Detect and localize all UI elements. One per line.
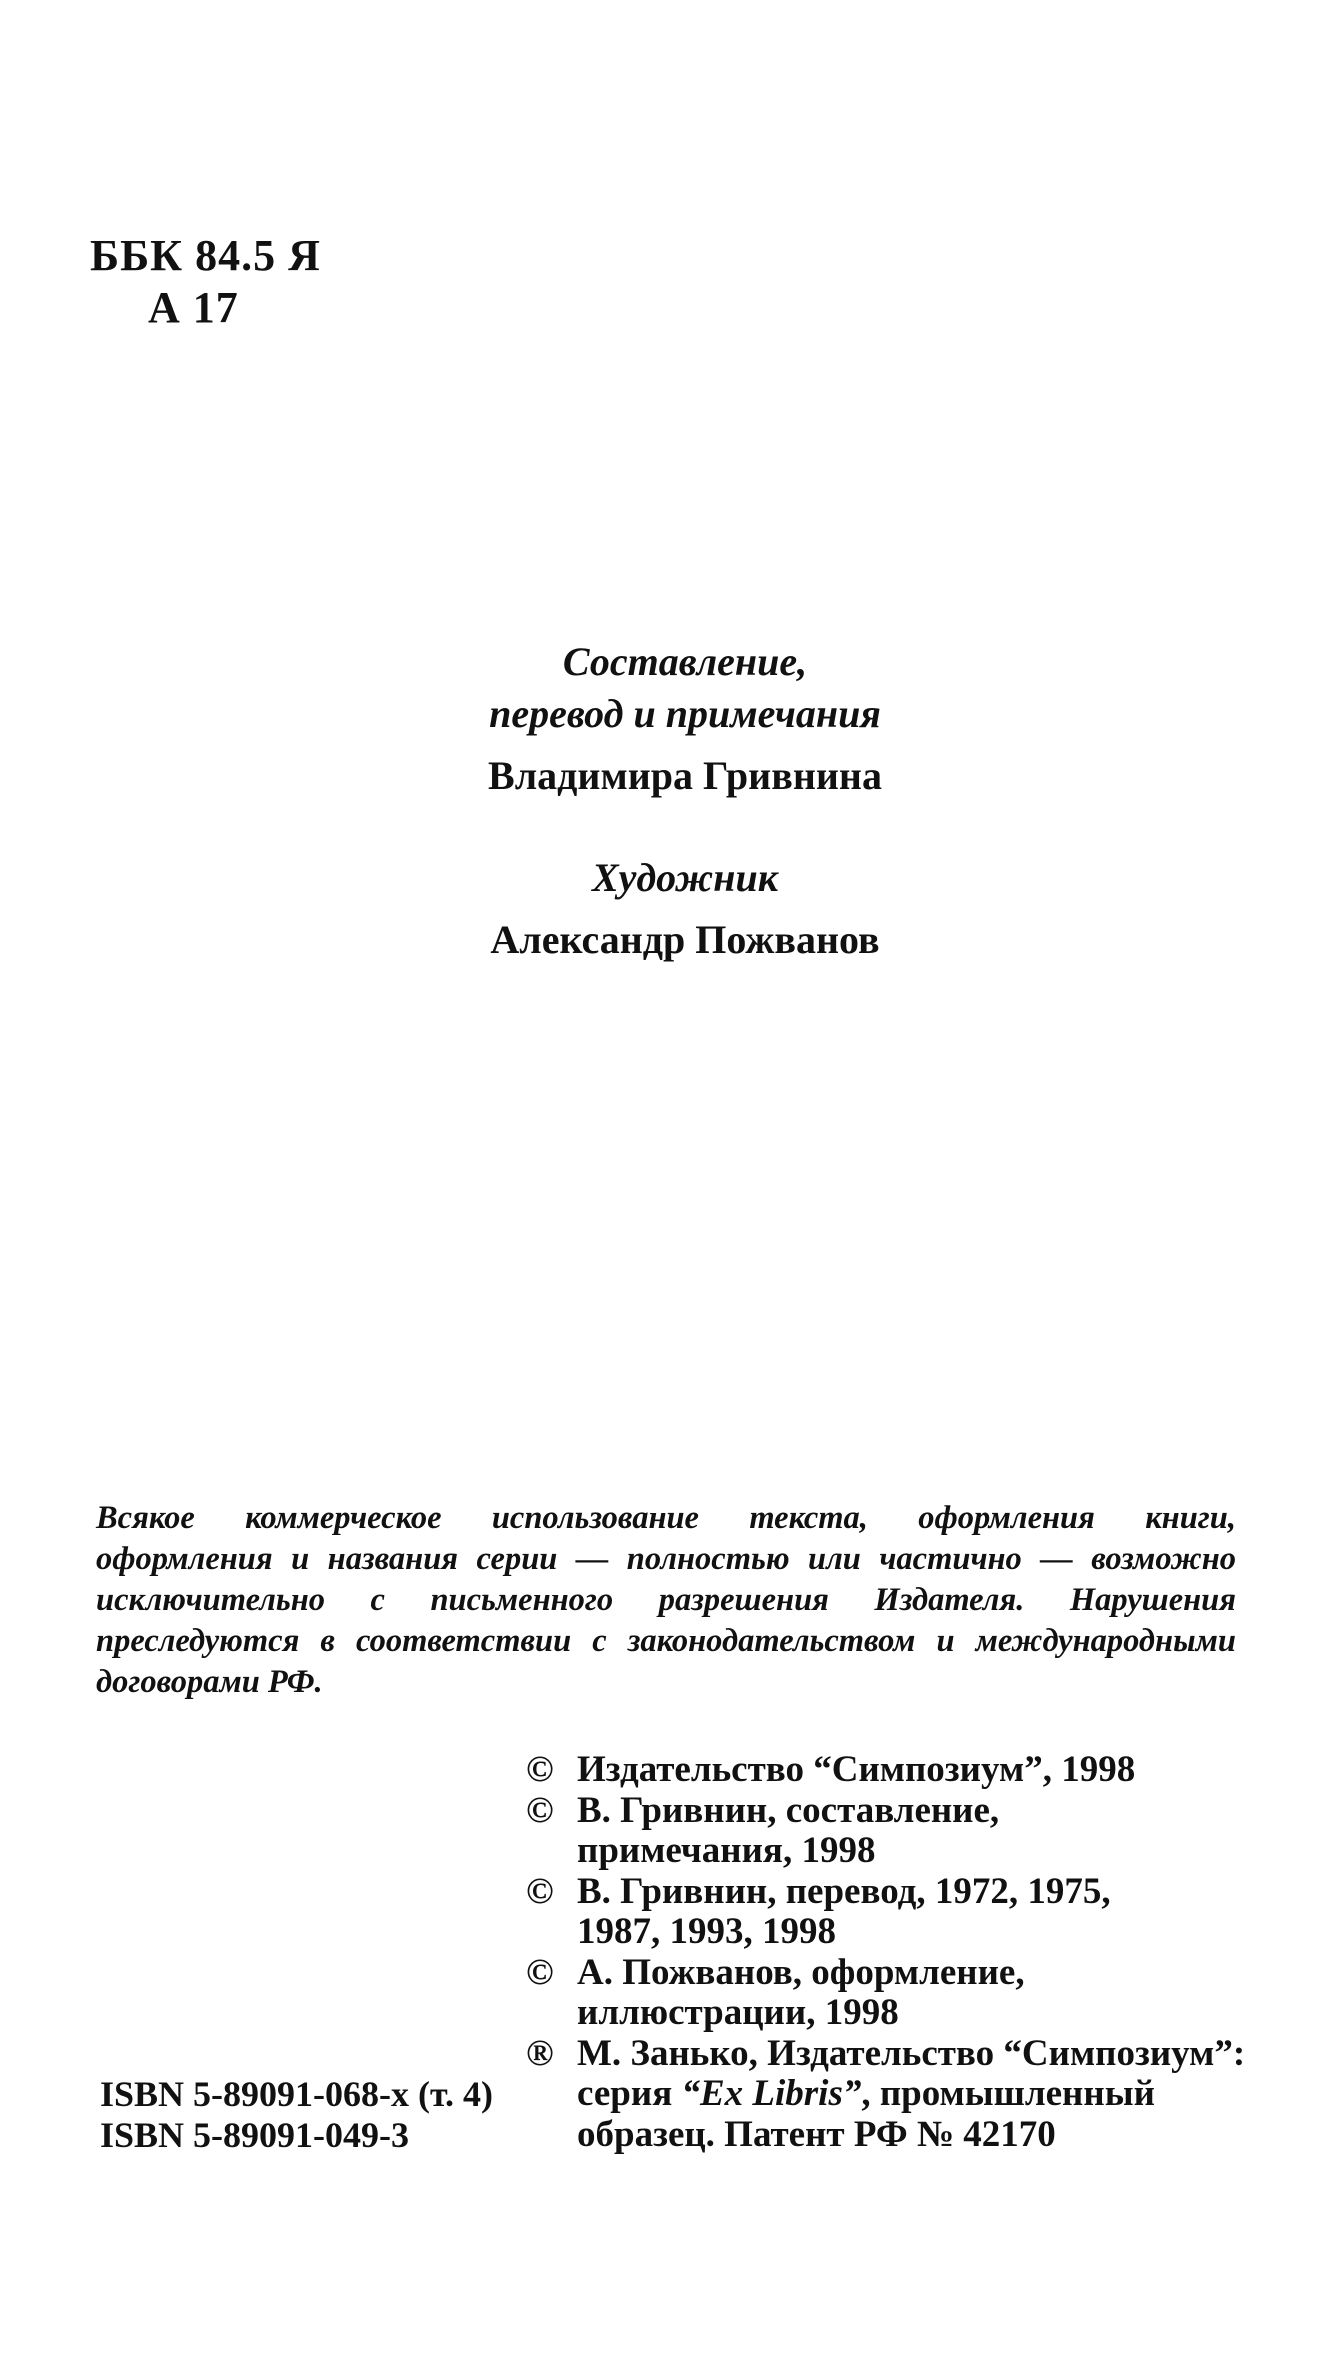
copyright-line: Издательство “Симпозиум”, 1998: [577, 1749, 1136, 1790]
copyright-line: примечания, 1998: [577, 1830, 876, 1871]
notice-line: преследуются в соответствии с законодательством и международными: [96, 1623, 1236, 1659]
copyright-line: 1987, 1993, 1998: [577, 1911, 836, 1952]
artist-name: Александр Пожванов: [490, 917, 880, 962]
series-name: “Ex Libris”: [681, 2073, 862, 2114]
author-mark: А 17: [148, 283, 239, 332]
compiler-name: Владимира Гривнина: [488, 753, 882, 798]
trademark-line: М. Занько, Издательство “Симпозиум”:: [577, 2032, 1246, 2074]
copyright-item: [526, 1750, 1256, 1791]
copyright-icon: ©: [526, 1870, 554, 1912]
copyright-item: [526, 1872, 1256, 1953]
compilation-label-line-2: перевод и примечания: [489, 691, 881, 736]
artist-label: Художник: [592, 855, 778, 900]
bbk-code: ББК 84.5 Я: [90, 231, 321, 280]
notice-line: Всякое коммерческое использование текста, оформления книги,: [96, 1500, 1236, 1536]
trademark-line-series: [577, 2074, 1256, 2115]
notice-line: оформления и названия серии — полностью или частично — возможно: [96, 1541, 1236, 1577]
copyright-item: [526, 1953, 1256, 2034]
compilation-label-line-1: Составление,: [562, 639, 808, 684]
series-suffix: , промышленный: [861, 2073, 1155, 2114]
copyright-line: А. Пожванов, оформление,: [577, 1951, 1025, 1993]
artist-credit: [380, 852, 990, 968]
notice-line: исключительно с письменного разрешения Издателя. Нарушения: [96, 1582, 1236, 1618]
copyright-line: В. Гривнин, перевод, 1972, 1975,: [577, 1870, 1111, 1912]
notice-line: договорами РФ.: [96, 1664, 323, 1700]
isbn-volume: ISBN 5-89091-068-х (т. 4): [100, 2074, 493, 2114]
series-prefix: серия: [577, 2073, 682, 2114]
copyright-line: иллюстрации, 1998: [577, 1992, 899, 2033]
compiler-credit: [380, 636, 990, 804]
trademark-item: [526, 2034, 1256, 2156]
copyright-line: В. Гривнин, составление,: [577, 1789, 1000, 1831]
copyright-icon: ©: [526, 1749, 554, 1790]
isbn-block: [100, 2074, 493, 2155]
copyright-item: [526, 1791, 1256, 1872]
registered-trademark-icon: ®: [526, 2032, 554, 2074]
classification-block: [90, 230, 321, 334]
isbn-series: ISBN 5-89091-049-3: [100, 2114, 410, 2155]
copyright-list: [526, 1750, 1256, 2155]
copyright-notice-paragraph: [96, 1498, 1236, 1703]
patent-line: образец. Патент РФ № 42170: [577, 2113, 1056, 2155]
copyright-icon: ©: [526, 1789, 554, 1831]
copyright-icon: ©: [526, 1951, 554, 1993]
